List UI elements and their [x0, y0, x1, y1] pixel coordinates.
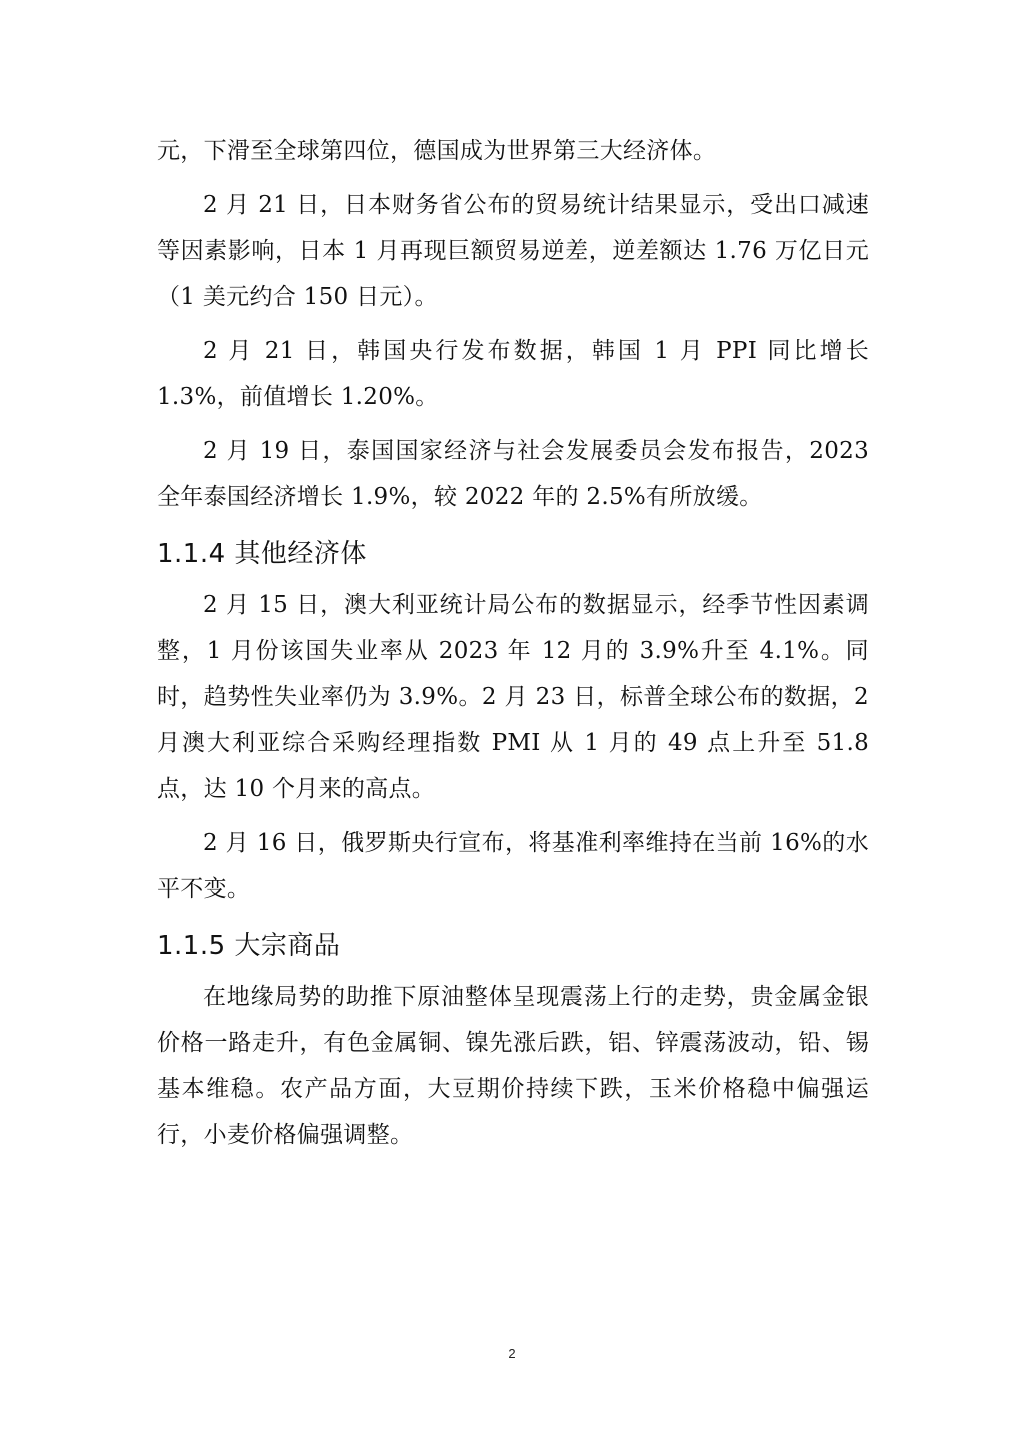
- section-heading-commodities: 1.1.5 大宗商品: [157, 931, 341, 961]
- paragraph-australia: 2 月 15 日，澳大利亚统计局公布的数据显示，经季节性因素调整，1 月份该国失业率从 2023 年 12 月的 3.9%升至 4.1%。同时，趋势性失业率仍为 3.9%。2 月 23 日，标普全球公布的数据，2 月澳大利亚综合采购经理指数 PMI 从 1 月的 49 点上升至 51.8 点，达 10 个月来的高点。: [157, 592, 869, 802]
- paragraph-thailand-growth: 2 月 19 日，泰国国家经济与社会发展委员会发布报告，2023 全年泰国经济增长 1.9%，较 2022 年的 2.5%有所放缓。: [157, 438, 869, 510]
- section-heading-other-economies: 1.1.4 其他经济体: [157, 539, 367, 569]
- paragraph-japan-trade: 2 月 21 日，日本财务省公布的贸易统计结果显示，受出口减速等因素影响，日本 1 月再现巨额贸易逆差，逆差额达 1.76 万亿日元（1 美元约合 150 日元）。: [157, 192, 869, 310]
- paragraph-continuation: 元，下滑至全球第四位，德国成为世界第三大经济体。: [157, 138, 717, 164]
- paragraph-russia: 2 月 16 日，俄罗斯央行宣布，将基准利率维持在当前 16%的水平不变。: [157, 830, 869, 902]
- paragraph-commodities: 在地缘局势的助推下原油整体呈现震荡上行的走势，贵金属金银价格一路走升，有色金属铜、镍先涨后跌，铝、锌震荡波动，铅、锡基本维稳。农产品方面，大豆期价持续下跌，玉米价格稳中偏强运行，小麦价格偏强调整。: [157, 984, 869, 1148]
- page-number: 2: [508, 1346, 516, 1361]
- paragraph-korea-ppi: 2 月 21 日，韩国央行发布数据，韩国 1 月 PPI 同比增长 1.3%，前值增长 1.20%。: [157, 338, 869, 410]
- page-content: [157, 128, 869, 1158]
